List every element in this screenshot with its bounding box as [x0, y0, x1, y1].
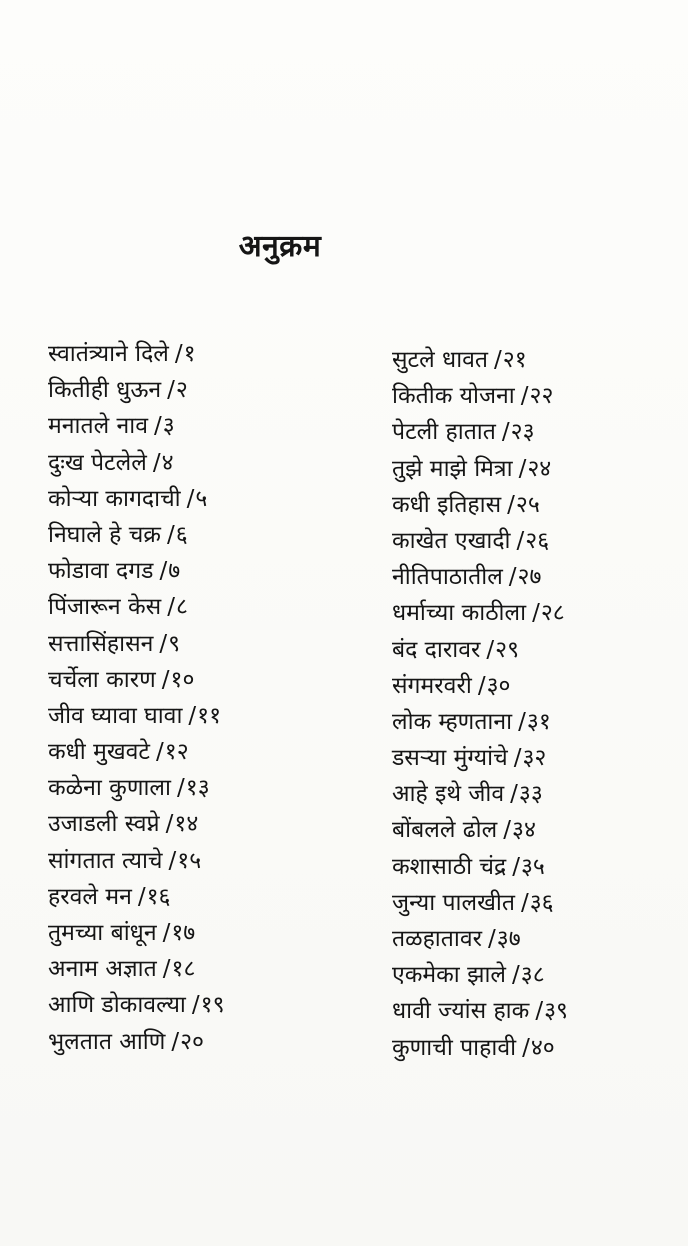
toc-column-right	[392, 336, 682, 1066]
toc-entry-title: फोडावा दगड	[48, 558, 154, 585]
toc-entry-title: कितीक योजना	[392, 383, 515, 410]
toc-separator: /	[152, 449, 161, 476]
toc-separator: /	[520, 383, 529, 410]
toc-entry	[48, 951, 348, 987]
toc-separator: /	[503, 817, 511, 844]
toc-entry-title: नीतिपाठातील	[392, 564, 503, 591]
toc-entry-page: ३७	[496, 926, 521, 952]
toc-entry-title: संगमरवरी	[392, 672, 472, 699]
toc-entry-page: ३	[162, 413, 175, 440]
toc-separator: /	[161, 666, 170, 693]
toc-entry-title: कोऱ्या कागदाची	[48, 485, 181, 512]
toc-entry	[48, 1024, 348, 1060]
toc-separator: /	[486, 636, 495, 663]
toc-separator: /	[520, 889, 529, 916]
toc-entry-title: आणि डोकावल्या	[48, 992, 186, 1019]
toc-entry	[48, 806, 348, 842]
toc-entry-title: सुटले धावत	[392, 347, 489, 373]
toc-entry	[392, 957, 682, 993]
toc-separator: /	[168, 847, 177, 874]
toc-entry-title: अनाम अज्ञात	[48, 956, 157, 983]
toc-entry	[392, 1030, 682, 1066]
toc-entry-title: जुन्या पालखीत	[392, 889, 515, 916]
toc-entry-page: २९	[495, 636, 520, 663]
toc-separator: /	[518, 455, 527, 482]
toc-entry-title: कधी इतिहास	[392, 491, 502, 518]
toc-separator: /	[535, 998, 544, 1025]
toc-entry	[392, 559, 682, 595]
toc-entry	[392, 414, 682, 450]
toc-entry-title: चर्चेला कारण	[48, 666, 156, 693]
toc-separator: /	[477, 672, 486, 699]
toc-separator: /	[522, 1034, 530, 1061]
toc-separator: /	[174, 341, 183, 367]
toc-entry-title: सांगतात त्याचे	[48, 847, 163, 874]
toc-entry	[48, 662, 348, 698]
toc-entry-title: पेटली हातात	[392, 419, 496, 446]
toc-entry-page: १२	[164, 739, 189, 766]
toc-entry	[48, 915, 348, 951]
toc-entry	[48, 372, 348, 408]
toc-entry	[48, 517, 348, 553]
toc-separator: /	[507, 491, 515, 518]
toc-entry	[48, 734, 348, 770]
toc-entry-title: कळेना कुणाला	[48, 775, 171, 802]
toc-separator: /	[512, 962, 520, 989]
toc-entry-page: १७	[171, 920, 196, 946]
toc-entry-page: १९	[200, 992, 225, 1019]
toc-entry-page: ३८	[520, 962, 545, 989]
toc-separator: /	[501, 419, 510, 446]
toc-separator: /	[508, 564, 517, 591]
toc-entry-page: २३	[510, 419, 535, 446]
toc-separator: /	[162, 920, 171, 946]
toc-separator: /	[165, 811, 174, 838]
toc-entry-page: ३२	[522, 745, 547, 772]
toc-entry-page: ३६	[529, 889, 554, 916]
toc-entry	[392, 812, 682, 848]
toc-entry-page: १	[183, 341, 196, 367]
toc-entry-page: ५	[195, 485, 208, 512]
toc-entry	[392, 776, 682, 812]
toc-entry-title: एकमेका झाले	[392, 962, 507, 989]
toc-entry-title: सत्तासिंहासन	[48, 630, 154, 657]
toc-separator: /	[510, 781, 518, 808]
toc-separator: /	[488, 926, 496, 952]
toc-entry	[392, 523, 682, 559]
toc-entry	[48, 987, 348, 1023]
toc-entry-page: ४	[161, 449, 174, 476]
toc-entry-page: २१	[502, 347, 527, 373]
toc-entry-title: लोक म्हणताना	[392, 708, 513, 735]
toc-separator: /	[516, 527, 525, 554]
toc-entry-page: ३०	[486, 672, 511, 699]
toc-entry-page: २८	[540, 600, 565, 627]
toc-entry-title: कुणाची पाहावी	[392, 1034, 517, 1061]
toc-entry-page: ११	[197, 702, 222, 729]
toc-entry	[392, 342, 682, 378]
page-heading: अनुक्रम	[238, 229, 322, 264]
toc-separator: /	[156, 739, 164, 766]
toc-separator: /	[159, 558, 168, 585]
toc-entry	[48, 336, 348, 372]
toc-entry-page: ९	[168, 630, 181, 657]
toc-entry-title: आहे इथे जीव	[392, 781, 505, 808]
toc-separator: /	[167, 594, 175, 621]
toc-entry	[48, 481, 348, 517]
toc-separator: /	[137, 883, 146, 910]
toc-entry	[392, 921, 682, 957]
toc-entry-title: मनातले नाव	[48, 413, 149, 440]
toc-separator: /	[167, 377, 175, 404]
toc-entry-title: कधी मुखवटे	[48, 739, 151, 766]
toc-entry-title: दुःख पेटलेले	[48, 449, 147, 476]
toc-entry-page: २०	[180, 1028, 205, 1055]
toc-separator: /	[191, 992, 200, 1019]
toc-entry	[392, 595, 682, 631]
toc-entry	[48, 843, 348, 879]
toc-entry-page: २७	[517, 564, 542, 591]
toc-separator: /	[513, 745, 522, 772]
toc-entry	[392, 740, 682, 776]
toc-entry-page: १०	[170, 666, 195, 693]
toc-entry-page: १४	[174, 811, 199, 838]
toc-entry-page: २२	[529, 383, 554, 410]
toc-entry-title: डसऱ्या मुंग्यांचे	[392, 745, 508, 772]
toc-entry-page: २	[175, 377, 188, 404]
toc-entry	[392, 487, 682, 523]
toc-entry-page: २४	[527, 455, 552, 482]
toc-separator: /	[166, 521, 175, 548]
toc-entry	[48, 879, 348, 915]
toc-entry-page: २६	[525, 527, 550, 554]
toc-entry	[392, 668, 682, 704]
toc-entry	[392, 849, 682, 885]
toc-entry-title: उजाडली स्वप्ने	[48, 811, 160, 838]
toc-entry-page: १६	[146, 883, 171, 910]
toc-entry-title: तुमच्या बांधून	[48, 920, 157, 946]
toc-separator: /	[154, 413, 162, 440]
toc-entry	[48, 553, 348, 589]
toc-entry-title: बंद दारावर	[392, 636, 481, 663]
toc-entry-title: तळहातावर	[392, 926, 483, 952]
toc-entry	[48, 445, 348, 481]
toc-entry-page: ४०	[530, 1034, 555, 1061]
toc-entry-title: धावी ज्यांस हाक	[392, 998, 530, 1025]
toc-entry-page: २५	[515, 491, 540, 518]
toc-column-left	[48, 336, 348, 1060]
toc-entry-title: जीव घ्यावा घावा	[48, 702, 183, 729]
toc-entry	[48, 770, 348, 806]
toc-entry-page: ३१	[526, 708, 551, 735]
toc-entry-title: निघाले हे चक्र	[48, 521, 161, 548]
toc-entry	[48, 408, 348, 444]
toc-separator: /	[159, 630, 168, 657]
toc-entry	[392, 885, 682, 921]
toc-separator: /	[518, 708, 526, 735]
toc-entry	[48, 698, 348, 734]
toc-entry-title: पिंजारून केस	[48, 594, 162, 621]
toc-separator: /	[162, 956, 171, 983]
toc-separator: /	[532, 600, 540, 627]
toc-separator: /	[171, 1028, 180, 1055]
toc-entry-title: हरवले मन	[48, 883, 132, 910]
toc-entry-title: बोंबलले ढोल	[392, 817, 498, 844]
toc-entry-page: ३४	[511, 817, 536, 844]
toc-separator: /	[512, 853, 520, 880]
toc-entry-page: १५	[177, 847, 202, 874]
toc-entry-page: ३९	[544, 998, 568, 1025]
toc-entry	[392, 993, 682, 1029]
toc-entry-title: तुझे माझे मित्रा	[392, 455, 513, 482]
toc-entry-page: ७	[168, 558, 181, 585]
toc-entry-title: धर्माच्या काठीला	[392, 600, 527, 627]
toc-separator: /	[176, 775, 185, 802]
toc-entry	[48, 589, 348, 625]
toc-entry	[392, 632, 682, 668]
toc-entry-title: भुलतात आणि	[48, 1028, 166, 1055]
toc-entry	[48, 626, 348, 662]
toc-entry-title: स्वातंत्र्याने दिले	[48, 341, 169, 367]
toc-entry-page: ३५	[520, 853, 545, 880]
toc-entry	[392, 704, 682, 740]
toc-entry-page: १३	[185, 775, 210, 802]
toc-entry-page: ३३	[518, 781, 543, 808]
toc-entry-title: काखेत एखादी	[392, 527, 511, 554]
toc-separator: /	[188, 702, 197, 729]
toc-entry-page: ६	[175, 521, 188, 548]
toc-entry-title: कशासाठी चंद्र	[392, 853, 507, 880]
toc-entry-title: कितीही धुऊन	[48, 377, 162, 404]
toc-entry	[392, 451, 682, 487]
toc-separator: /	[186, 485, 195, 512]
toc-entry-page: ८	[175, 594, 188, 621]
toc-separator: /	[494, 347, 502, 373]
toc-entry-page: १८	[171, 956, 196, 983]
toc-entry	[392, 378, 682, 414]
